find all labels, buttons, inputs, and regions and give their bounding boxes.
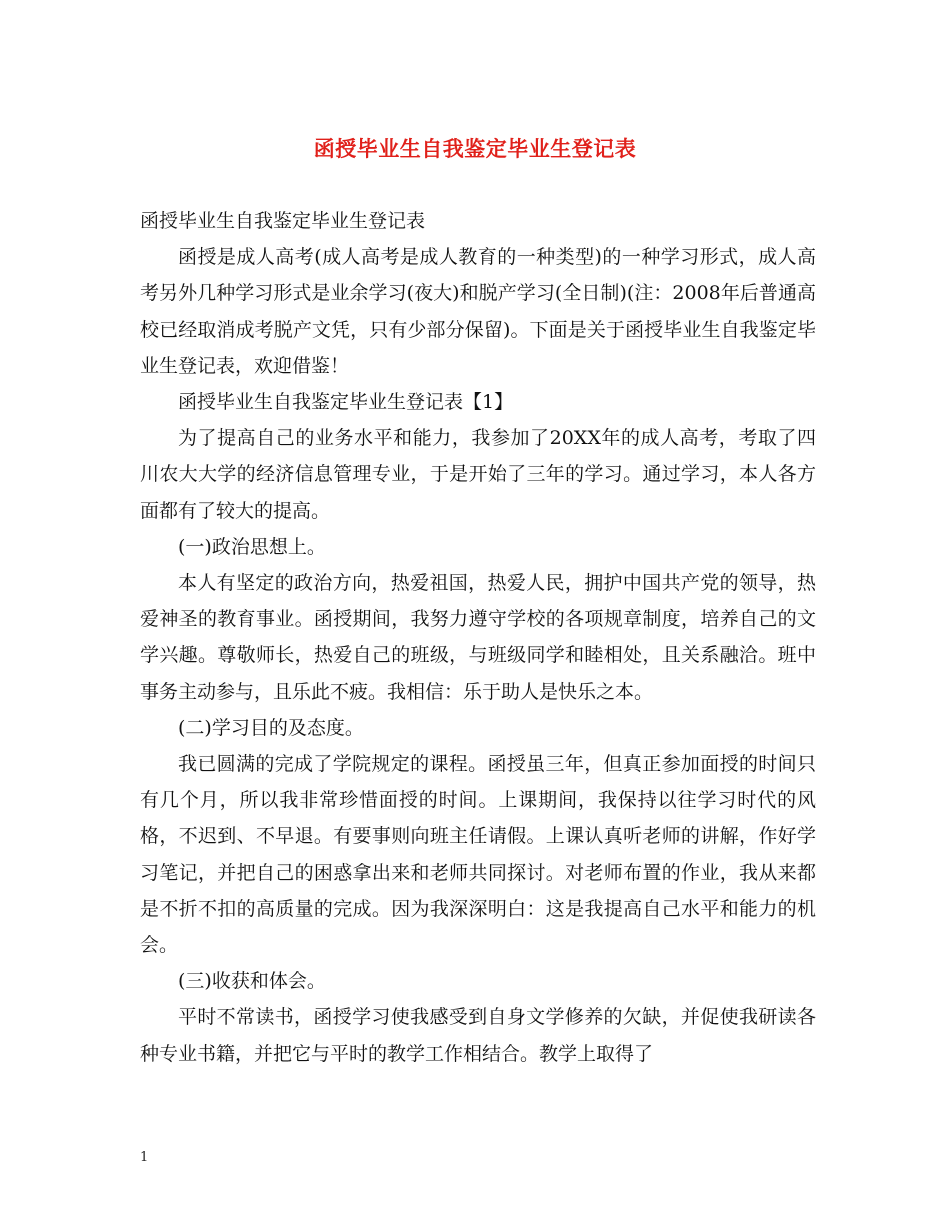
paragraph-gains: 平时不常读书，函授学习使我感受到自身文学修养的欠缺，并促使我研读各种专业书籍，并把它与平时的教学工作相结合。教学上取得了 [140,1006,816,1065]
heading-political: (一)政治思想上。 [178,535,326,558]
paragraph-section-title: 函授毕业生自我鉴定毕业生登记表【1】 [178,391,514,414]
heading-study: (二)学习目的及态度。 [178,716,364,739]
paragraph-heading: 函授毕业生自我鉴定毕业生登记表 [140,210,426,232]
document-body [140,203,816,1072]
paragraph-opening: 为了提高自己的业务水平和能力，我参加了20XX年的成人高考，考取了四川农大大学的经济信息管理专业，于是开始了三年的学习。通过学习，本人各方面都有了较大的提高。 [140,427,816,522]
page-number: 1 [140,1150,149,1165]
heading-gains: (三)收获和体会。 [178,970,326,993]
paragraph-political: 本人有坚定的政治方向，热爱祖国，热爱人民，拥护中国共产党的领导，热爱神圣的教育事业。函授期间，我努力遵守学校的各项规章制度，培养自己的文学兴趣。尊敬师长，热爱自己的班级，与班级同学和睦相处，且关系融洽。班中事务主动参与，且乐此不疲。我相信：乐于助人是快乐之本。 [140,572,816,703]
document-title: 函授毕业生自我鉴定毕业生登记表 [313,136,637,161]
paragraph-study: 我已圆满的完成了学院规定的课程。函授虽三年，但真正参加面授的时间只有几个月，所以我非常珍惜面授的时间。上课期间，我保持以往学习时代的风格，不迟到、不早退。有要事则向班主任请假。上课认真听老师的讲解，作好学习笔记，并把自己的困惑拿出来和老师共同探讨。对老师布置的作业，我从来都是不折不扣的高质量的完成。因为我深深明白：这是我提高自己水平和能力的机会。 [140,753,816,957]
paragraph-intro: 函授是成人高考(成人高考是成人教育的一种类型)的一种学习形式，成人高考另外几种学习形式是业余学习(夜大)和脱产学习(全日制)(注：2008年后普通高校已经取消成考脱产文凭，只有少部分保留)。下面是关于函授毕业生自我鉴定毕业生登记表，欢迎借鉴！ [140,246,816,377]
